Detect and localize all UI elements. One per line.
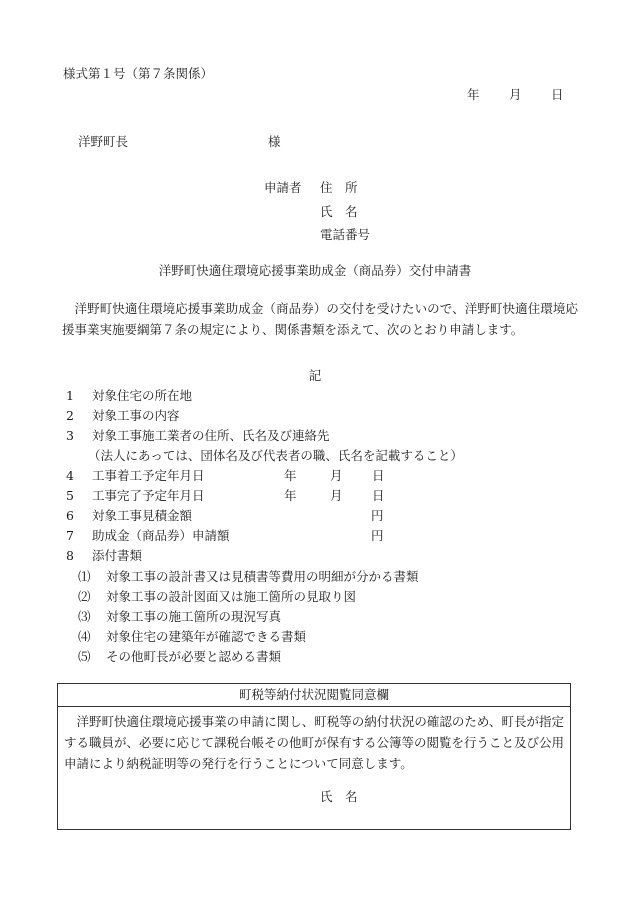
- item-number: 5: [66, 488, 74, 503]
- application-statement: 洋野町快適住環境応援事業助成金（商品券）の交付を受けたいので、洋野町快適住環境応援事業実施要綱第７条の規定により、関係書類を添えて、次のとおり申請します。: [62, 301, 578, 337]
- item-number: 6: [66, 508, 74, 523]
- item-4: [66, 470, 205, 483]
- start-day-unit: 日: [372, 468, 385, 483]
- item-number: 7: [66, 528, 74, 543]
- applicant-label: 申請者: [264, 180, 302, 195]
- item-text: 対象工事の内容: [92, 408, 180, 423]
- consent-text: 洋野町快適住環境応援事業の申請に関し、町税等の納付状況の確認のため、町長が指定する職員が、必要に応じて課税台帳その他町が保有する公簿等の閲覧を行うこと及び公用申請により納税証明等の発行を行うことについて同意します。: [64, 714, 565, 771]
- item-5: [66, 490, 205, 503]
- start-year-unit: 年: [284, 468, 297, 483]
- item-text: 対象工事施工業者の住所、氏名及び連絡先: [92, 428, 330, 443]
- item-7: [66, 530, 230, 543]
- item-text: 工事完了予定年月日: [92, 488, 205, 503]
- item-6: [66, 510, 192, 523]
- attachment-number: ⑷: [78, 629, 91, 644]
- item-number: 8: [66, 548, 74, 563]
- item-2: [66, 410, 180, 423]
- attachment-text: 対象住宅の建築年が確認できる書類: [106, 629, 307, 644]
- attachment-5: [78, 651, 281, 664]
- end-month-unit: 月: [330, 488, 343, 503]
- ki-heading: 記: [308, 368, 322, 383]
- end-year-unit: 年: [284, 488, 297, 503]
- applicant-address-label: 住 所: [320, 180, 358, 195]
- item-3-note: （法人にあっては、団体名及び代表者の職、氏名を記載すること）: [88, 448, 463, 463]
- attachment-text: その他町長が必要と認める書類: [106, 649, 282, 664]
- applicant-name-label: 氏 名: [320, 204, 358, 219]
- addressee-name: 洋野町長: [78, 134, 129, 149]
- document-title: 洋野町快適住環境応援事業助成金（商品券）交付申請書: [158, 263, 472, 278]
- attachment-number: ⑴: [78, 569, 91, 584]
- consent-box: [57, 683, 571, 830]
- consent-header: 町税等納付状況閲覧同意欄: [58, 684, 570, 707]
- attachment-number: ⑸: [78, 649, 91, 664]
- item-3: [66, 430, 330, 443]
- item-text: 対象工事見積金額: [92, 508, 193, 523]
- date-month: 月: [509, 87, 522, 102]
- attachment-4: [78, 631, 306, 644]
- form-number: 様式第１号（第７条関係）: [63, 66, 214, 81]
- item-number: 2: [66, 408, 74, 423]
- subsidy-yen-unit: 円: [371, 528, 384, 543]
- item-text: 助成金（商品券）申請額: [92, 528, 230, 543]
- attachment-text: 対象工事の施工箇所の現況写真: [106, 609, 282, 624]
- item-1: [66, 390, 192, 403]
- applicant-phone-label: 電話番号: [320, 227, 371, 242]
- estimate-yen-unit: 円: [371, 508, 384, 523]
- attachment-text: 対象工事の設計書又は見積書等費用の明細が分かる書類: [106, 569, 419, 584]
- date-year: 年: [467, 87, 480, 102]
- item-text: 対象住宅の所在地: [92, 388, 193, 403]
- attachment-3: [78, 611, 281, 624]
- item-text: 工事着工予定年月日: [92, 468, 205, 483]
- attachment-2: [78, 591, 356, 604]
- consent-name-label: 氏 名: [320, 789, 358, 804]
- attachment-number: ⑶: [78, 609, 91, 624]
- item-number: 1: [66, 388, 74, 403]
- end-day-unit: 日: [372, 488, 385, 503]
- item-text: 添付書類: [92, 548, 143, 563]
- item-number: 4: [66, 468, 74, 483]
- item-8: [66, 550, 142, 563]
- start-month-unit: 月: [330, 468, 343, 483]
- attachment-number: ⑵: [78, 589, 91, 604]
- date-day: 日: [551, 87, 564, 102]
- date-line: [467, 89, 564, 102]
- addressee-honorific: 様: [268, 134, 281, 149]
- attachment-text: 対象工事の設計図面又は施工箇所の見取り図: [106, 589, 357, 604]
- item-number: 3: [66, 428, 74, 443]
- attachment-1: [78, 571, 419, 584]
